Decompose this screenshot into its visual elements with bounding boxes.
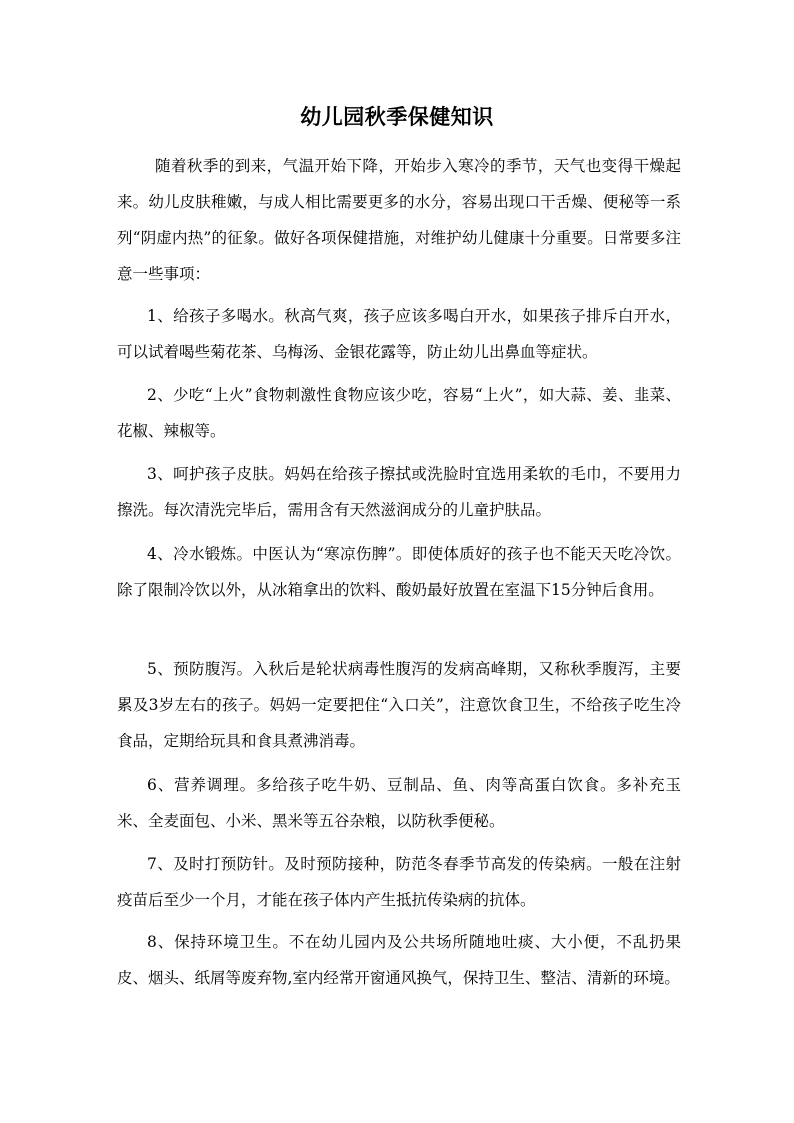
list-item-8: 8、保持环境卫生。不在幼儿园内及公共场所随地吐痰、大小便，不乱扔果皮、烟头、纸屑等废弃物,室内经常开窗通风换气，保持卫生、整洁、清新的环境。 [117, 933, 681, 987]
intro-paragraph: 随着秋季的到来，气温开始下降，开始步入寒冷的季节，天气也变得干燥起来。幼儿皮肤稚嫩，与成人相比需要更多的水分，容易出现口干舌燥、便秘等一系列“阴虚内热”的征象。做好各项保健措施，对维护幼儿健康十分重要。日常要多注意一些事项： [117, 157, 681, 283]
list-item-7: 7、及时打预防针。及时预防接种，防范冬春季节高发的传染病。一般在注射疫苗后至少一个月，才能在孩子体内产生抵抗传染病的抗体。 [117, 855, 681, 909]
document-title: 幼儿园秋季保健知识 [300, 104, 494, 129]
list-item-2: 2、少吃“上火”食物刺激性食物应该少吃，容易“上火”，如大蒜、姜、韭菜、花椒、辣椒等。 [117, 386, 681, 440]
list-item-6: 6、营养调理。多给孩子吃牛奶、豆制品、鱼、肉等高蛋白饮食。多补充玉米、全麦面包、小米、黑米等五谷杂粮，以防秋季便秘。 [117, 776, 681, 830]
list-item-4: 4、冷水锻炼。中医认为“寒凉伤脾”。即使体质好的孩子也不能天天吃冷饮。除了限制冷饮以外，从冰箱拿出的饮料、酸奶最好放置在室温下15分钟后食用。 [117, 545, 681, 599]
list-item-3: 3、呵护孩子皮肤。妈妈在给孩子擦拭或洗脸时宜选用柔软的毛巾，不要用力擦洗。每次清洗完毕后，需用含有天然滋润成分的儿童护肤品。 [117, 465, 681, 519]
list-item-1: 1、给孩子多喝水。秋高气爽，孩子应该多喝白开水，如果孩子排斥白开水，可以试着喝些菊花茶、乌梅汤、金银花露等，防止幼儿出鼻血等症状。 [117, 307, 681, 361]
list-item-5: 5、预防腹泻。入秋后是轮状病毒性腹泻的发病高峰期，又称秋季腹泻，主要累及3岁左右的孩子。妈妈一定要把住“入口关”，注意饮食卫生，不给孩子吃生冷食品，定期给玩具和食具煮沸消毒。 [117, 660, 681, 750]
